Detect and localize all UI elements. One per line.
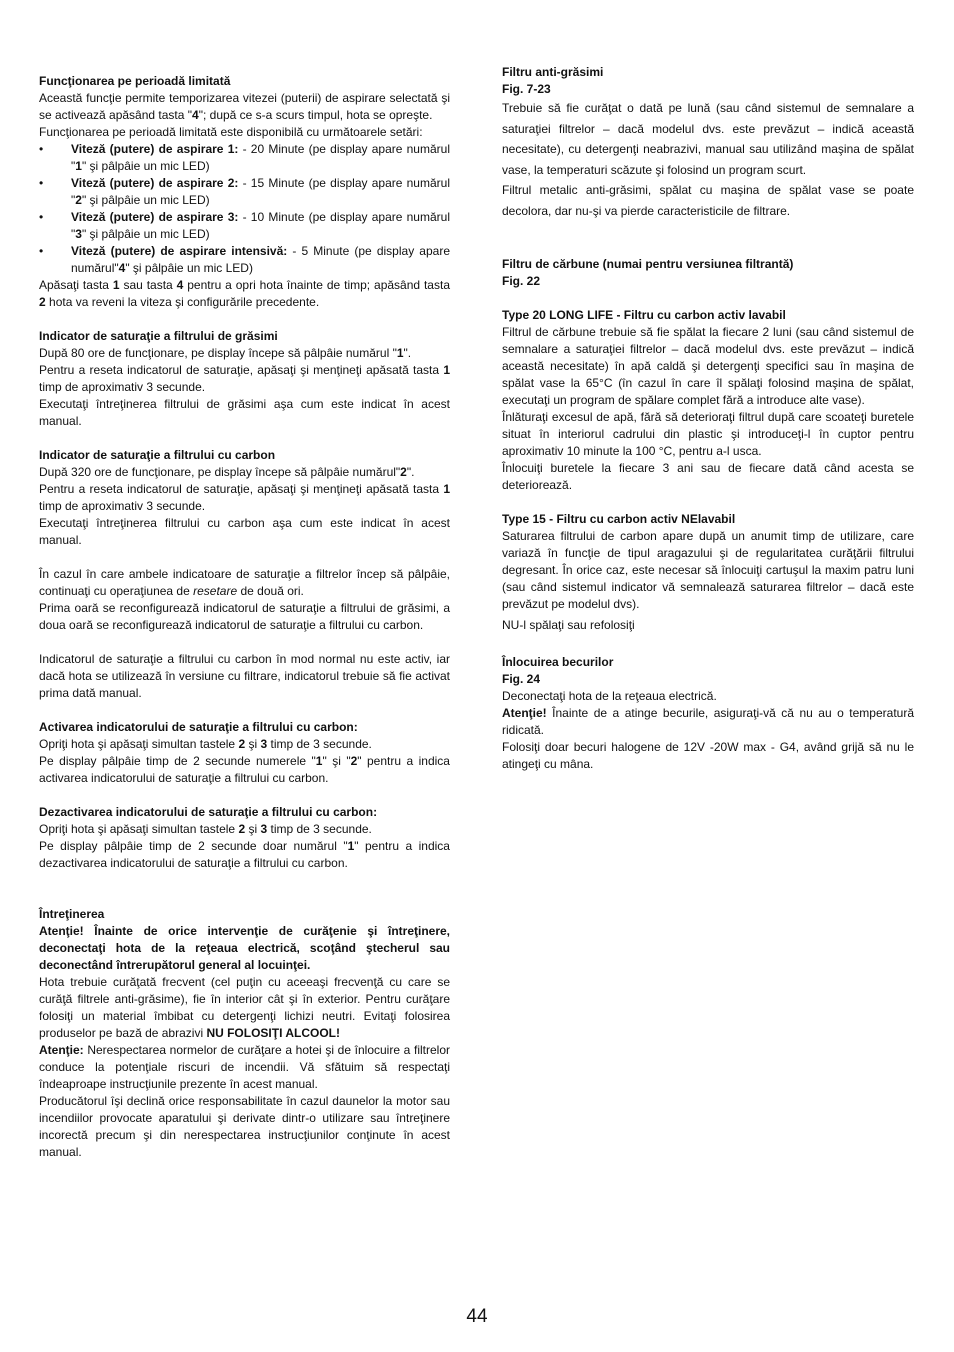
section-title: Funcţionarea pe perioadă limitată xyxy=(39,74,231,88)
section-title: Filtru anti-grăsimi xyxy=(502,65,604,79)
paragraph: Folosiţi doar becuri halogene de 12V -20W max - G4, având grijă să nu le atingeţi cu mâna. xyxy=(502,739,914,771)
paragraph: Înlocuiţi buretele la fiecare 3 ani sau de fiecare dată când acesta se deteriorează. xyxy=(502,460,914,492)
bullet: • xyxy=(39,142,44,156)
bullet: • xyxy=(39,176,44,190)
paragraph: Atenţie: Nerespectarea normelor de curăţare a hotei şi de înlocuire a filtrelor conduce la potenţiale riscuri de incendii. Vă sfătuim să respectaţi îndeaproape instrucţiunile prezente în acest manual. xyxy=(39,1043,450,1091)
section-maintenance xyxy=(39,906,450,1161)
paragraph: Funcţionarea pe perioadă limitată este disponibilă cu următoarele setări: xyxy=(39,125,423,139)
list-item: • Viteză (putere) de aspirare intensivă: - 5 Minute (pe display apare numărul"4" şi pâlpâie un mic LED) xyxy=(39,244,450,275)
section-title: Type 15 - Filtru cu carbon activ NElavabil xyxy=(502,511,736,526)
paragraph: Pe display pâlpâie timp de 2 secunde numerele "1" şi "2" pentru a indica activarea indicatorului de saturaţie a filtrului cu carbon. xyxy=(39,754,450,785)
section-limited-time xyxy=(39,73,450,311)
section-title: Indicator de saturaţie a filtrului de grăsimi xyxy=(39,329,278,343)
paragraph: Pe display pâlpâie timp de 2 secunde doar numărul "1" pentru a indica dezactivarea indicatorului de saturaţie a filtrului cu carbon. xyxy=(39,839,450,870)
section-both-indicators xyxy=(39,566,450,634)
figure-reference: Fig. 7-23 xyxy=(502,82,551,96)
section-carbon-indicator xyxy=(39,447,450,549)
warning-paragraph: Atenţie! Înainte de orice intervenţie de curăţenie şi întreţinere, deconectaţi hota de la reţeaua electrică, scoţând ştecherul sau deconectând întrerupătorul general al locuinţei. xyxy=(39,924,450,972)
section-grease-indicator xyxy=(39,328,450,430)
paragraph: Apăsaţi tasta 1 sau tasta 4 pentru a opri hota înainte de timp; apăsând tasta 2 hota va reveni la viteza şi configurările precedente. xyxy=(39,278,450,309)
right-column xyxy=(502,64,914,773)
figure-reference: Fig. 22 xyxy=(502,273,541,288)
section-activate xyxy=(39,719,450,787)
paragraph: Trebuie să fie curăţat o dată pe lună (sau când sistemul de semnalare a saturaţiei filtrelor – dacă modelul dvs. este prevăzut – indică această necesitate), cu detergenţi neabrazivi, manual sau utilizând maşina de spălat vase, la temperaturi scăzute şi folosind un program scurt. xyxy=(502,101,914,177)
section-title: Activarea indicatorului de saturaţie a filtrului cu carbon: xyxy=(39,720,358,734)
list-item: • Viteză (putere) de aspirare 3: - 10 Minute (pe display apare numărul "3" şi pâlpâie un mic LED) xyxy=(39,210,450,241)
paragraph: După 320 ore de funcţionare, pe display începe să pâlpâie numărul"2". xyxy=(39,465,415,479)
paragraph: Filtrul metalic anti-grăsimi, spălat cu maşina de spălat vase se poate decolora, dar nu-şi va pierde caracteristicile de filtrare. xyxy=(502,183,914,218)
section-type20 xyxy=(502,307,914,494)
paragraph: Opriţi hota şi apăsaţi simultan tastele 2 şi 3 timp de 3 secunde. xyxy=(39,822,372,836)
paragraph: Producătorul îşi declină orice responsabilitate în cazul daunelor la motor sau incendiilor provocate aparatului şi derivate dintr-o utilizare sau întreţinere incorectă precum şi din nerespectarea instrucţiunilor conţinute în acest manual. xyxy=(39,1094,450,1159)
paragraph: Prima oară se reconfigurează indicatorul de saturaţie a filtrului de grăsimi, a doua oară se reconfigurează indicatorul de saturaţie a filtrului cu carbon. xyxy=(39,601,450,632)
paragraph: Deconectaţi hota de la reţeaua electrică. xyxy=(502,688,717,703)
section-bulbs xyxy=(502,654,914,773)
paragraph: Pentru a reseta indicatorul de saturaţie, apăsaţi şi menţineţi apăsată tasta 1 timp de aproximativ 3 secunde. xyxy=(39,363,450,394)
section-title: Filtru de cărbune (numai pentru versiunea filtrantă) xyxy=(502,256,794,271)
settings-list xyxy=(39,141,450,277)
bullet: • xyxy=(39,210,44,224)
section-normal-mode xyxy=(39,651,450,702)
page-number: 44 xyxy=(466,1306,488,1327)
paragraph: Pentru a reseta indicatorul de saturaţie, apăsaţi şi menţineţi apăsată tasta 1 timp de aproximativ 3 secunde. xyxy=(39,482,450,513)
section-title: Type 20 LONG LIFE - Filtru cu carbon activ lavabil xyxy=(502,307,786,322)
paragraph: Opriţi hota şi apăsaţi simultan tastele 2 şi 3 timp de 3 secunde. xyxy=(39,737,372,751)
paragraph: Executaţi întreţinerea filtrului cu carbon aşa cum este indicat în acest manual. xyxy=(39,516,450,547)
paragraph: Înlăturaţi excesul de apă, fără să deterioraţi filtrul după care scoateţi buretele situat în interiorul cadrului din plastic şi introduceţi-l în cuptor pentru aproximativ 10 minute la 100 °C, pentru a-l usca. xyxy=(502,409,914,458)
paragraph: Atenţie! Înainte de a atinge becurile, asiguraţi-vă că nu au o temperatură ridicată. xyxy=(502,705,914,737)
paragraph: Această funcţie permite temporizarea vitezei (puterii) de aspirare selectată şi se activează apăsând tasta "4"; după ce s-a scurs timpul, hota se opreşte. xyxy=(39,91,450,122)
section-grease-filter xyxy=(502,64,914,222)
paragraph: După 80 ore de funcţionare, pe display începe să pâlpâie numărul "1". xyxy=(39,346,412,360)
section-title: Indicator de saturaţie a filtrului cu carbon xyxy=(39,448,276,462)
paragraph: NU-l spălaţi sau refolosiţi xyxy=(502,617,635,632)
paragraph: Executaţi întreţinerea filtrului de grăsimi aşa cum este indicat în acest manual. xyxy=(39,397,450,428)
list-item: • Viteză (putere) de aspirare 2: - 15 Minute (pe display apare numărul "2" şi pâlpâie un mic LED) xyxy=(39,176,450,207)
paragraph: Indicatorul de saturaţie a filtrului cu carbon în mod normal nu este activ, iar dacă hota se utilizează în versiune cu filtrare, indicatorul trebuie să fie activat prima dată manual. xyxy=(39,652,450,700)
section-carbon-filter xyxy=(502,256,914,290)
left-column xyxy=(39,64,450,1161)
section-title: Întreţinerea xyxy=(39,907,105,921)
section-title: Dezactivarea indicatorului de saturaţie a filtrului cu carbon: xyxy=(39,805,378,819)
section-deactivate xyxy=(39,804,450,872)
section-title: Înlocuirea becurilor xyxy=(502,654,614,669)
paragraph: În cazul în care ambele indicatoare de saturaţie a filtrelor încep să pâlpâie, continuaţi cu operaţiunea de resetare de două ori. xyxy=(39,567,450,598)
paragraph: Filtrul de cărbune trebuie să fie spălat la fiecare 2 luni (sau când sistemul de semnalare a saturaţiei filtrelor – dacă modelul dvs. este prevăzut – indică această necesitate) în apă caldă şi detergenţi specifici sau în maşina de spălat vase la 65°C (în cazul în care îl spălaţi folosind maşina de spălat, executaţi un program de spălare complet fără a introduce alte vase). xyxy=(502,324,914,407)
bullet: • xyxy=(39,244,44,258)
paragraph: Hota trebuie curăţată frecvent (cel puţin cu aceeaşi frecvenţă cu care se curăţă filtrele anti-grăsime), fie în interior cât şi în exterior. Pentru curăţare folosiţi un material îmbibat cu detergenţi lichizi neutri. Evitaţi folosirea produselor pe bază de abrazivi NU FOLOSIŢI ALCOOL! xyxy=(39,975,450,1040)
figure-reference: Fig. 24 xyxy=(502,671,541,686)
paragraph: Saturarea filtrului de carbon apare după un anumit timp de utilizare, care variază în funcţie de tipul aragazului şi de regularitatea curăţării filtrului degresant. În orice caz, este necesar să înlocuiţi cartuşul la maxim patru luni (sau când sistemul indicator vă semnalează saturarea filtrelor – dacă este prevăzut pe modelul dvs). xyxy=(502,528,914,611)
list-item: • Viteză (putere) de aspirare 1: - 20 Minute (pe display apare numărul "1" şi pâlpâie un mic LED) xyxy=(39,142,450,173)
section-type15 xyxy=(502,511,914,637)
